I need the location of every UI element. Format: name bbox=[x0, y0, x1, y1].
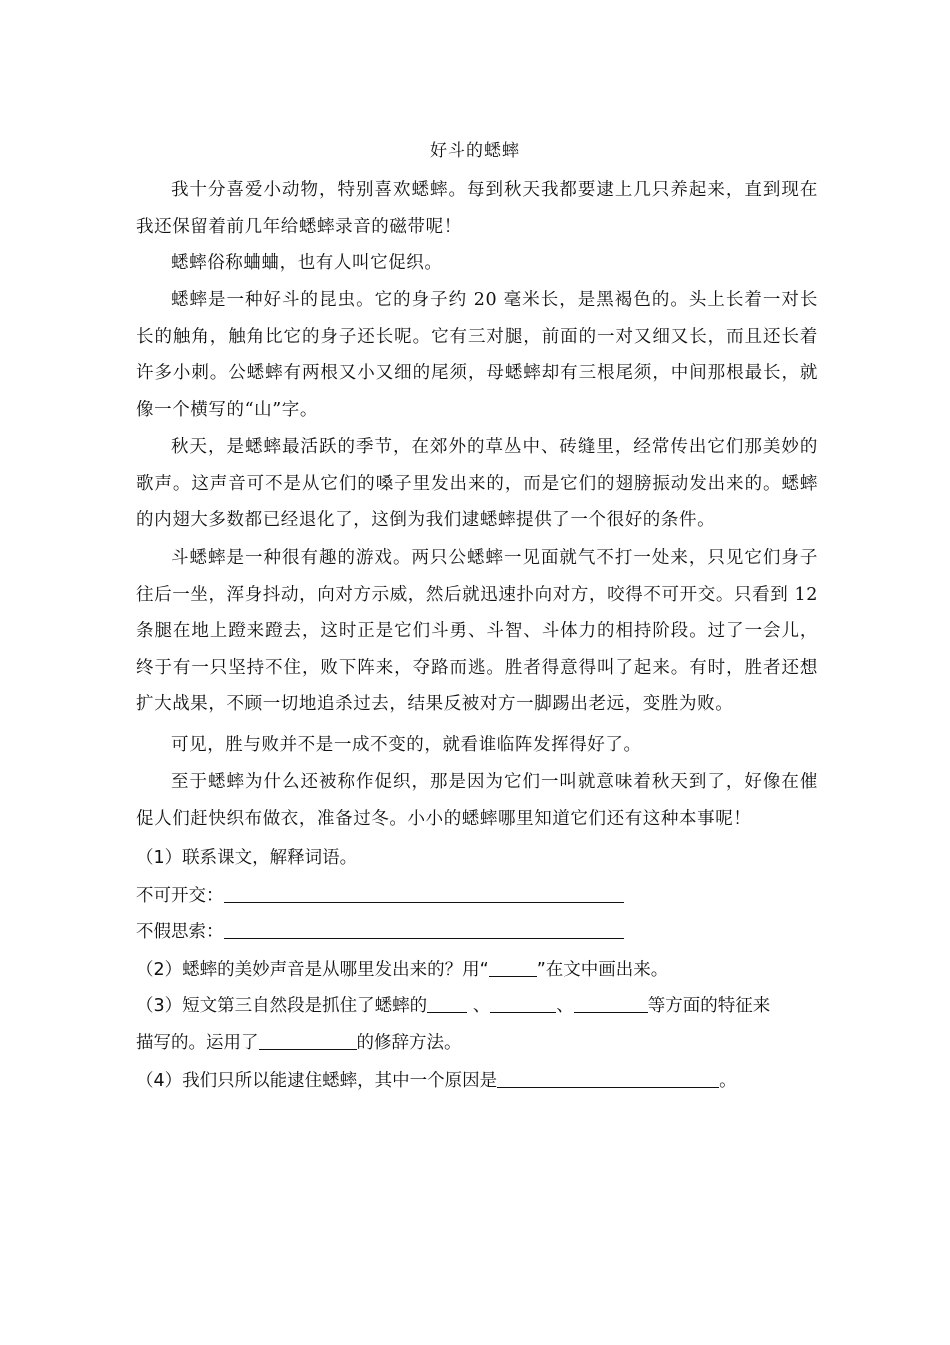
question-1-text: （1）联系课文，解释词语。 bbox=[136, 848, 358, 868]
question-2-text-a: （2）蟋蟀的美妙声音是从哪里发出来的？用“ bbox=[136, 960, 489, 980]
answer-blank[interactable] bbox=[574, 994, 648, 1013]
question-1 bbox=[136, 840, 826, 876]
term-label: 不可开交： bbox=[136, 886, 224, 906]
question-3-text-c: 描写的。运用了 bbox=[136, 1033, 259, 1053]
question-1-item-2 bbox=[136, 914, 826, 950]
paragraph-7: 至于蟋蟀为什么还被称作促织，那是因为它们一叫就意味着秋天到了，好像在催促人们赶快织布做衣，准备过冬。小小的蟋蟀哪里知道它们还有这种本事呢！ bbox=[136, 772, 818, 829]
paragraph-4: 秋天，是蟋蟀最活跃的季节，在郊外的草丛中、砖缝里，经常传出它们那美妙的歌声。这声音可不是从它们的嗓子里发出来的，而是它们的翅膀振动发出来的。蟋蟀的内翅大多数都已经退化了，这倒为我们逮蟋蟀提供了一个很好的条件。 bbox=[136, 437, 818, 530]
answer-blank[interactable] bbox=[224, 920, 624, 939]
page-title: 好斗的蟋蟀 bbox=[430, 141, 520, 161]
question-2-text-b: ”在文中画出来。 bbox=[536, 960, 669, 980]
paragraph-5: 斗蟋蟀是一种很有趣的游戏。两只公蟋蟀一见面就气不打一处来，只见它们身子往后一坐，浑身抖动，向对方示威，然后就迅速扑向对方，咬得不可开交。只看到 12 条腿在地上蹬来蹬去，这时正是它们斗勇、斗智、斗体力的相持阶段。过了一会儿，终于有一只坚持不住，败下阵来，夺路而逃。胜者得意得叫了起来。有时，胜者还想扩大战果，不顾一切地追杀过去，结果反被对方一脚踢出老远，变胜为败。 bbox=[136, 548, 818, 714]
paragraph-2: 蟋蟀俗称蛐蛐，也有人叫它促织。 bbox=[171, 253, 443, 273]
paragraph-3: 蟋蟀是一种好斗的昆虫。它的身子约 20 毫米长，是黑褐色的。头上长着一对长长的触角，触角比它的身子还长呢。它有三对腿，前面的一对又细又长，而且还长着许多小刺。公蟋蟀有两根又小又细的尾须，母蟋蟀却有三根尾须，中间那根最长，就像一个横写的“山”字。 bbox=[136, 290, 818, 420]
question-4 bbox=[136, 1063, 826, 1099]
question-3-line-1 bbox=[136, 988, 826, 1024]
question-3-text-d: 的修辞方法。 bbox=[356, 1033, 462, 1053]
question-3-line-2 bbox=[136, 1025, 826, 1061]
question-4-text-a: （4）我们只所以能逮住蟋蟀，其中一个原因是 bbox=[136, 1071, 498, 1091]
question-3-text-b: 等方面的特征来 bbox=[647, 996, 771, 1016]
question-2 bbox=[136, 952, 826, 988]
answer-blank[interactable] bbox=[427, 994, 467, 1013]
separator: 、 bbox=[556, 996, 574, 1016]
term-label: 不假思索： bbox=[136, 922, 224, 942]
answer-blank[interactable] bbox=[224, 884, 624, 903]
question-4-text-b: 。 bbox=[719, 1071, 737, 1091]
paragraph-6: 可见，胜与败并不是一成不变的，就看谁临阵发挥得好了。 bbox=[171, 735, 642, 755]
answer-blank[interactable] bbox=[490, 994, 556, 1013]
question-3-text-a: （3）短文第三自然段是抓住了蟋蟀的 bbox=[136, 996, 428, 1016]
answer-blank[interactable] bbox=[497, 1069, 719, 1088]
paragraph-1: 我十分喜爱小动物，特别喜欢蟋蟀。每到秋天我都要逮上几只养起来，直到现在我还保留着前几年给蟋蟀录音的磁带呢！ bbox=[136, 180, 818, 237]
question-1-item-1 bbox=[136, 878, 826, 914]
answer-blank[interactable] bbox=[489, 958, 537, 977]
answer-blank[interactable] bbox=[259, 1031, 357, 1050]
separator: 、 bbox=[467, 996, 491, 1016]
